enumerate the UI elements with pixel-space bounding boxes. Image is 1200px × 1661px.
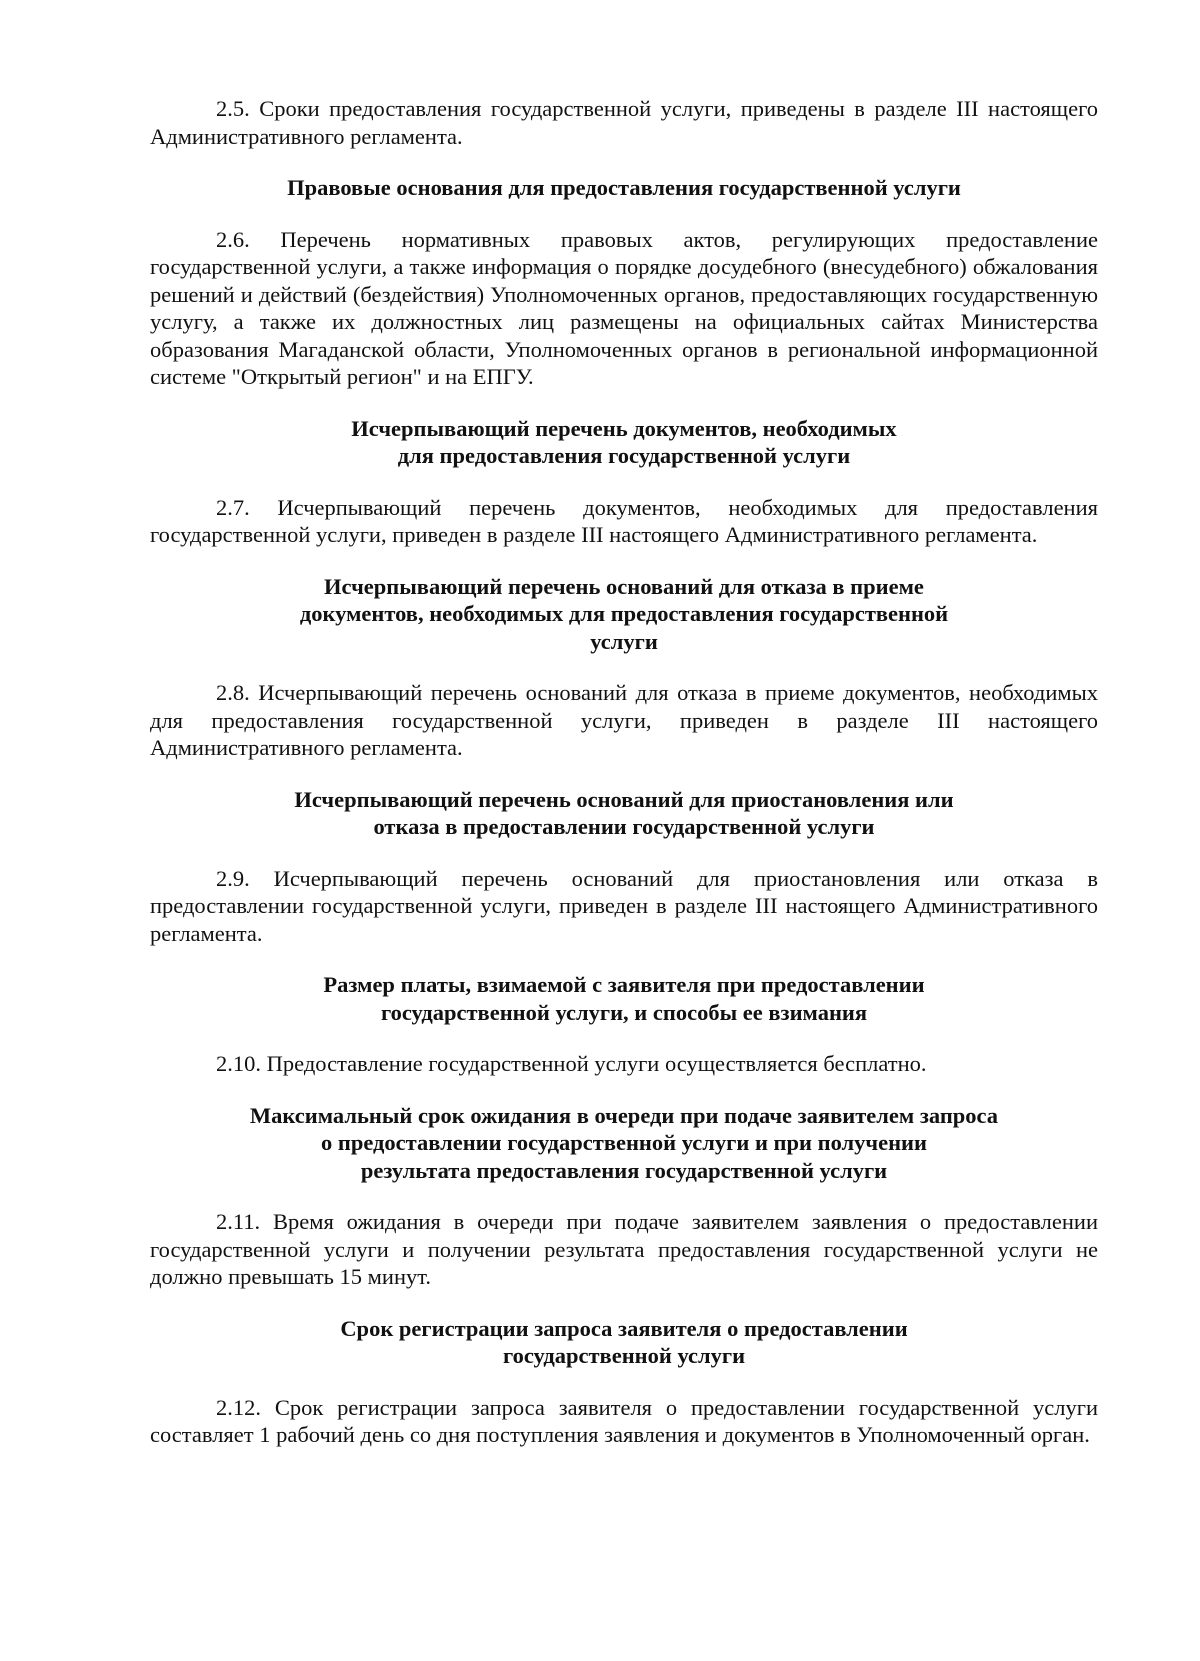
heading-line: Правовые основания для предоставления государственной услуги [287,175,961,200]
heading-legal-basis [150,174,1098,202]
heading-line: Размер платы, взимаемой с заявителя при предоставлении [323,972,925,997]
heading-fee [150,971,1098,1026]
paragraph-2-9: 2.9. Исчерпывающий перечень оснований для приостановления или отказа в предоставлении государственной услуги, приведен в разделе III настоящего Административного регламента. [150,865,1098,946]
heading-line: Исчерпывающий перечень оснований для приостановления или [294,786,954,812]
heading-refusal-acceptance [150,573,1098,656]
paragraph-2-8: 2.8. Исчерпывающий перечень оснований для отказа в приеме документов, необходимых для предоставления государственной услуги, приведен в разделе III настоящего Административного регламента. [150,680,1098,760]
heading-line: документов, необходимых для предоставления государственной [299,601,949,626]
document-body [150,95,1098,1449]
heading-line: услуги [590,628,658,654]
heading-line: отказа в предоставлении государственной услуги [373,814,875,839]
heading-suspension-refusal [150,786,1098,841]
heading-line: Исчерпывающий перечень документов, необходимых [351,415,897,441]
heading-line: результата предоставления государственной услуги [360,1157,888,1183]
paragraph-2-10: 2.10. Предоставление государственной услуги осуществляется бесплатно. [216,1051,927,1076]
paragraph-2-6: 2.6. Перечень нормативных правовых актов, регулирующих предоставление государственной услуги, а также информация о порядке досудебного (внесудебного) обжалования решений и действий (бездействия) Уполномоченных органов, предоставляющих государственную услугу, а также их должностных лиц размещены на официальных сайтах Министерства образования Магаданской области, Уполномоченных органов в региональной информационной системе "Открытый регион" и на ЕПГУ. [150,226,1098,389]
heading-line: о предоставлении государственной услуги и при получении [321,1130,927,1155]
heading-line: государственной услуги, и способы ее взимания [380,999,868,1025]
heading-line: Срок регистрации запроса заявителя о предоставлении [340,1315,908,1341]
paragraph-2-12: 2.12. Срок регистрации запроса заявителя о предоставлении государственной услуги составляет 1 рабочий день со дня поступления заявления и документов в Уполномоченный орган. [150,1394,1098,1447]
paragraph-2-5: 2.5. Сроки предоставления государственной услуги, приведены в разделе III настоящего Административного регламента. [150,96,1098,149]
heading-line: для предоставления государственной услуги [397,443,851,468]
heading-documents-list [150,415,1098,470]
heading-line: государственной услуги [502,1343,746,1368]
heading-line: Исчерпывающий перечень оснований для отказа в приеме [324,573,924,599]
heading-queue-time [150,1102,1098,1185]
paragraph-2-11: 2.11. Время ожидания в очереди при подаче заявителем заявления о предоставлении государственной услуги и получении результата предоставления государственной услуги не должно превышать 15 минут. [150,1209,1098,1289]
heading-line: Максимальный срок ожидания в очереди при подаче заявителем запроса [249,1102,999,1128]
paragraph-2-7: 2.7. Исчерпывающий перечень документов, необходимых для предоставления государственной услуги, приведен в разделе III настоящего Административного регламента. [150,494,1098,547]
heading-registration-term [150,1315,1098,1370]
